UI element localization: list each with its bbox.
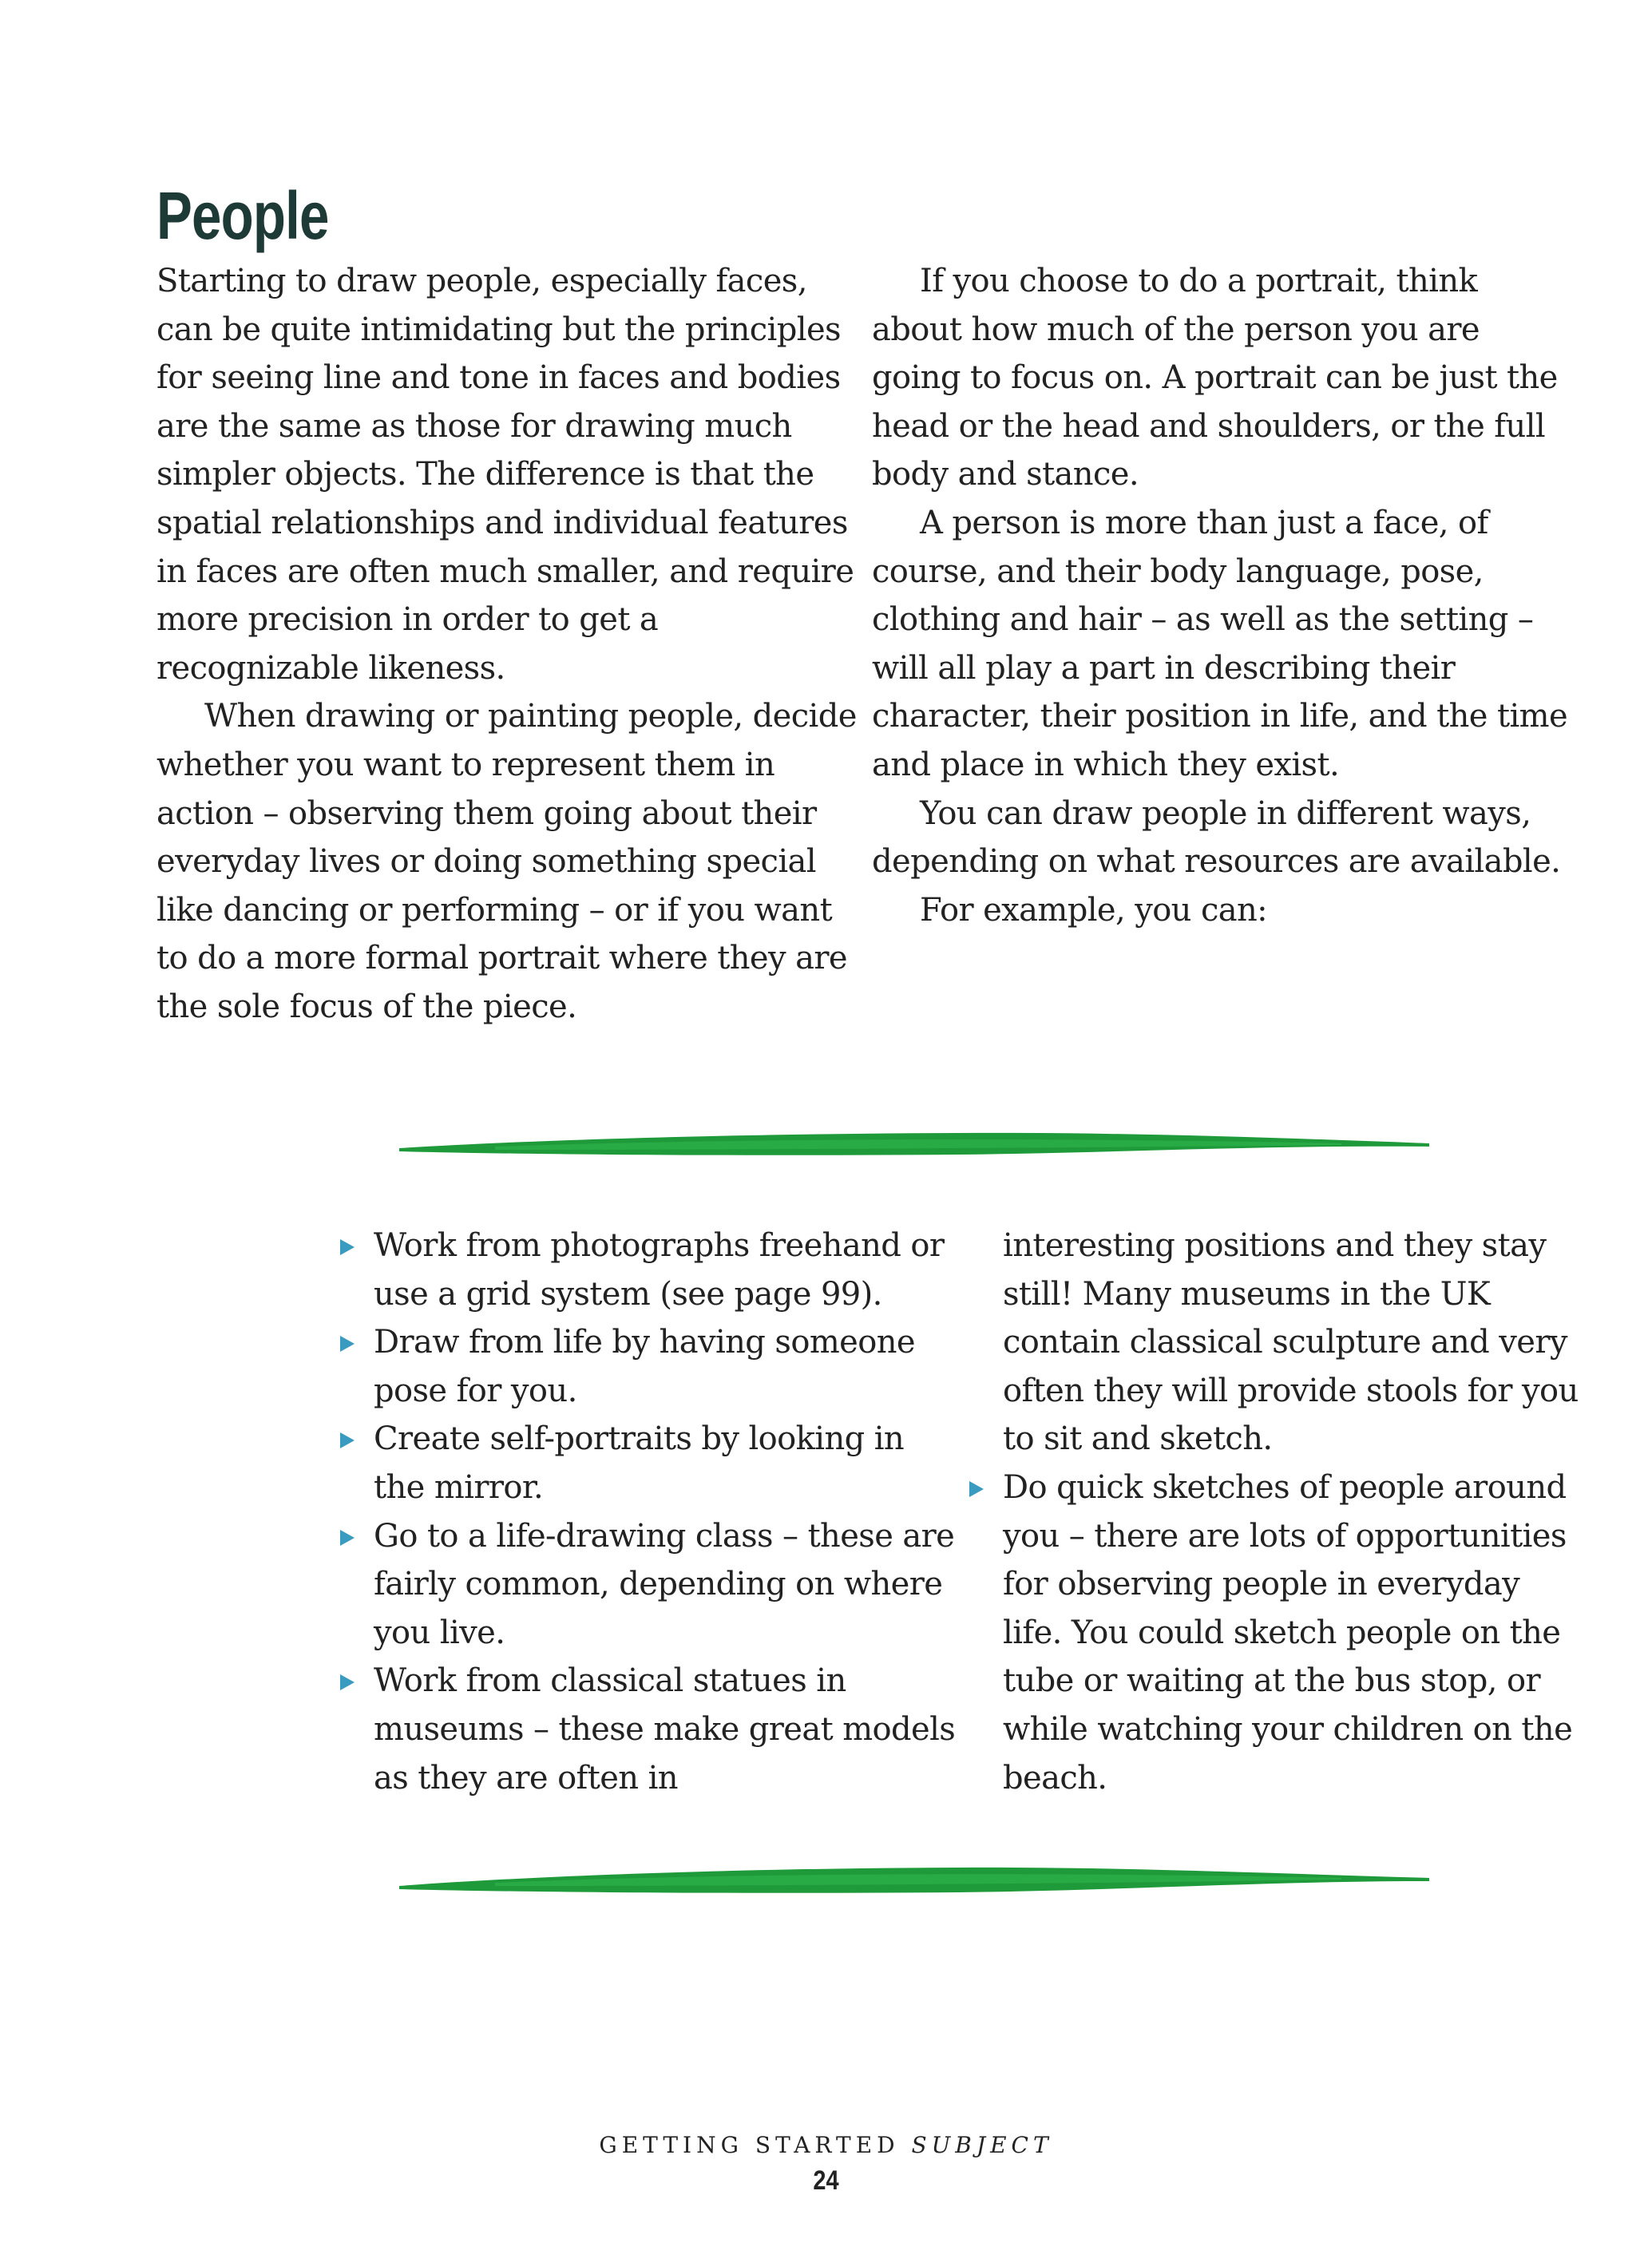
paragraph: When drawing or painting people, decide whether you want to represent them in action – observing them going about their everyday lives or doing something special like dancing or performing – or if you want to do a more formal portrait where they are the sole focus of the piece. — [156, 698, 857, 1025]
green-brush-stroke-divider — [399, 1126, 1429, 1166]
paragraph: Starting to draw people, especially faces, can be quite intimidating but the principles for seeing line and tone in faces and bodies are the same as those for drawing much simpler objects. The difference is that the spatial relationships and individual features in faces are often much smaller, and require more precision in order to get a recognizable likeness. — [156, 263, 854, 687]
green-brush-stroke-divider — [399, 1862, 1429, 1902]
list-item-text: Create self-portraits by looking in the mirror. — [374, 1420, 905, 1506]
triangle-bullet-icon — [340, 1336, 355, 1352]
section-name: GETTING STARTED — [599, 2132, 900, 2158]
list-item — [335, 1222, 958, 1318]
left-column — [156, 257, 859, 1032]
list-item-continuation: interesting positions and they stay still! Many museums in the UK contain classical sculpture and very often they will provide stools for you to sit and sketch. — [1003, 1227, 1579, 1458]
list-item — [335, 1415, 958, 1511]
bullet-list-left — [335, 1222, 958, 1802]
paragraph: You can draw people in different ways, depending on what resources are available. — [872, 794, 1561, 881]
list-item-text: Work from classical statues in museums – these make great models as they are often in — [374, 1662, 956, 1797]
paragraph: If you choose to do a portrait, think about how much of the person you are going to focus on. A portrait can be just the head or the head and shoulders, or the full body and stance. — [872, 263, 1558, 493]
list-item-text: Work from photographs freehand or use a grid system (see page 99). — [374, 1227, 945, 1313]
list-item-text: Draw from life by having someone pose for you. — [374, 1324, 915, 1409]
footer-section-label — [0, 2132, 1652, 2158]
list-item-text: Do quick sketches of people around you – there are lots of opportunities for observing people in everyday life. You could sketch people on the tube or waiting at the bus stop, or while watching your children on the beach. — [1003, 1468, 1573, 1797]
list-item — [965, 1464, 1587, 1802]
list-item — [335, 1512, 958, 1658]
subsection-name: SUBJECT — [911, 2132, 1053, 2158]
triangle-bullet-icon — [969, 1481, 984, 1497]
triangle-bullet-icon — [340, 1239, 355, 1255]
page-number: 24 — [813, 2165, 839, 2196]
bullet-list-right — [965, 1222, 1587, 1802]
list-item-text: Go to a life-drawing class – these are fairly common, depending on where you live. — [374, 1517, 955, 1651]
list-item — [335, 1657, 958, 1802]
triangle-bullet-icon — [340, 1530, 355, 1546]
list-item — [335, 1318, 958, 1415]
triangle-bullet-icon — [340, 1674, 355, 1690]
triangle-bullet-icon — [340, 1432, 355, 1448]
page-heading: People — [156, 178, 329, 253]
paragraph: A person is more than just a face, of course, and their body language, pose, clothing and hair – as well as the setting – will all play a part in describing their character, their position in life, and the time and place in which they exist. — [872, 504, 1568, 783]
right-column — [872, 257, 1575, 934]
paragraph: For example, you can: — [920, 891, 1268, 929]
